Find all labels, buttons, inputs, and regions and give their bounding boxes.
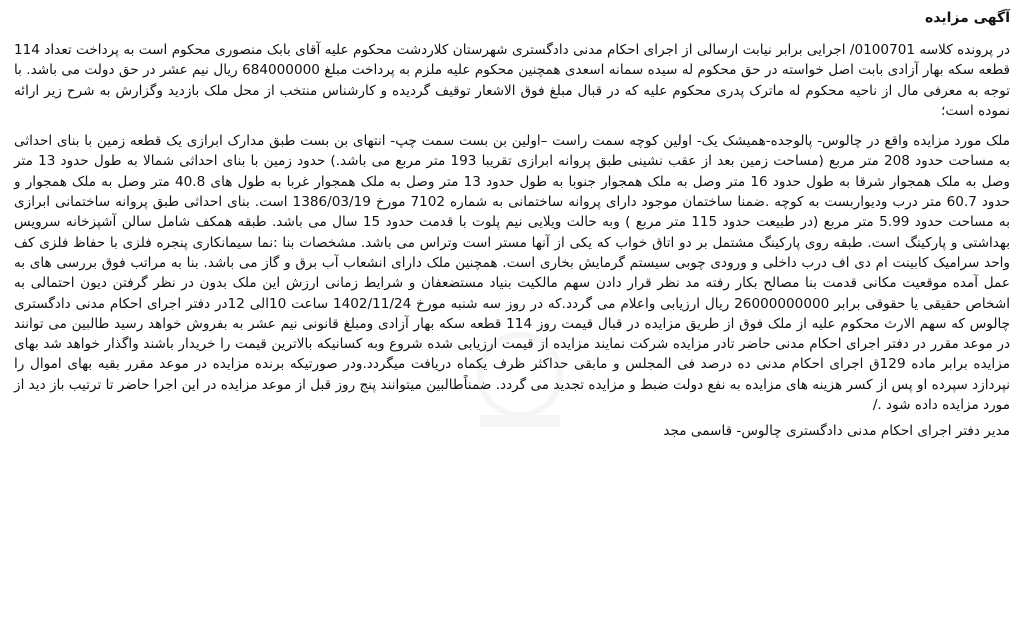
notice-paragraph-case: در پرونده کلاسه 0100701/ اجرایی برابر نیابت ارسالی از اجرای احکام مدنی دادگستری شهرستان کلاردشت محکوم علیه آقای بابک منصوری محکوم است به پرداخت تعداد 114 قطعه سکه بهار آزادی بابت اصل خواسته در حق محکوم له سیده سمانه اسعدی همچنین محکوم علیه ملزم به پرداخت مبلغ 684000000 ریال نیم عشر در حق دولت می باشد. با توجه به معرفی مال از ناحیه محکوم له ماترک پدری محکوم علیه که در قبال مبلغ فوق الاشعار توقیف گردیده و کارشناس منتخب از محل ملک بازدید وگزارش به شرح زیر ارائه نموده است؛ [14, 42, 1010, 119]
notice-paragraph-property: ملک مورد مزایده واقع در چالوس- پالوجده-همیشک یک- اولین کوچه سمت راست –اولین بن بست سمت چپ- انتهای بن بست طبق مدارک ابرازی یک قطعه زمین با بنای احداثی به مساحت حدود 208 متر مربع (مساحت زمین بعد از عقب نشینی طبق پروانه ابرازی تقریبا 193 متر مربع می باشد.) حدود زمین با بنای احداثی شمالا به طول حدود 13 متر وصل به ملک همجوار شرقا به طول حدود 16 متر وصل به ملک همجوار جنوبا به طول حدود 13 متر وصل به ملک همجوار غربا به طول های 40.8 متر وصل به ملک همجوار و حدود 60.7 متر درب ودیواربست به کوچه .ضمنا ساختمان موجود دارای پروانه ساختمانی به شماره 7102 مورخ 1386/03/19 است. بنای احداثی طبق پروانه ساختمانی ابرازی به مساحت حدود 5.99 متر مربع (در طبیعت حدود 115 متر مربع ) وبه حالت ویلایی نیم پلوت با قدمت حدود 15 سال می باشد. طبقه همکف شامل سالن آشپزخانه سرویس بهداشتی و پارکینگ است. طبقه روی پارکینگ مشتمل بر دو اتاق خواب که یکی از آنها مستر است وتراس می باشد. مشخصات بنا :نما سیمانکاری پنجره فلزی با حفاظ فلزی کف واحد سرامیک کابینت ام دی اف درب داخلی و ورودی چوبی سیستم گرمایش بخاری است. همچنین ملک دارای انشعاب آب برق و گاز می باشد. بنا به مراتب فوق بررسی های به عمل آمده موقعیت مکانی قدمت بنا مصالح بکار رفته مد نظر قرار دادن سهم مالکیت بنیاد مستضعفان و شرایط زمانی ارزش این ملک بدون در نظر گرفتن دیون احتمالی به اشخاص حقیقی یا حقوقی برابر 26000000000 ریال ارزیابی واعلام می گردد.که در روز سه شنبه مورخ 1402/11/24 ساعت 10الی 12در دفتر اجرای احکام مدنی دادگستری چالوس که سهم الارث محکوم علیه از ملک فوق از طریق مزایده در قبال قیمت روز 114 قطعه سکه بهار آزادی ومبلغ قانونی نیم عشر به بفروش خواهد رسید طالبین می توانند در موعد مقرر در دفتر اجرای احکام مدنی حاضر تادر مزایده شرکت نمایند مزایده از قیمت ارزیابی شده شروع وبه کسانیکه بالاترین قیمت را خریدار باشند واگذار خواهد شد بهای مزایده برابر ماده 129ق اجرای احکام مدنی ده درصد فی المجلس و مابقی حداکثر ظرف یکماه دریافت میگردد.ودر صورتیکه برنده مزایده در موعد مقرر بقیه بهای اموال را نپردازد سپرده او پس از کسر هزینه های مزایده به نفع دولت ضبط و مزایده تجدید می گردد. ضمناًطالبین میتوانند پنج روز قبل از موعد مزایده در این اجرا حاضر تا ترتیب باز دید از مورد مزایده داده شود ./ [14, 133, 1011, 414]
notice-signature: مدیر دفتر اجرای احکام مدنی دادگستری چالوس- قاسمی مجد [663, 423, 1010, 440]
notice-title: آگهی مزایده [924, 10, 1010, 26]
